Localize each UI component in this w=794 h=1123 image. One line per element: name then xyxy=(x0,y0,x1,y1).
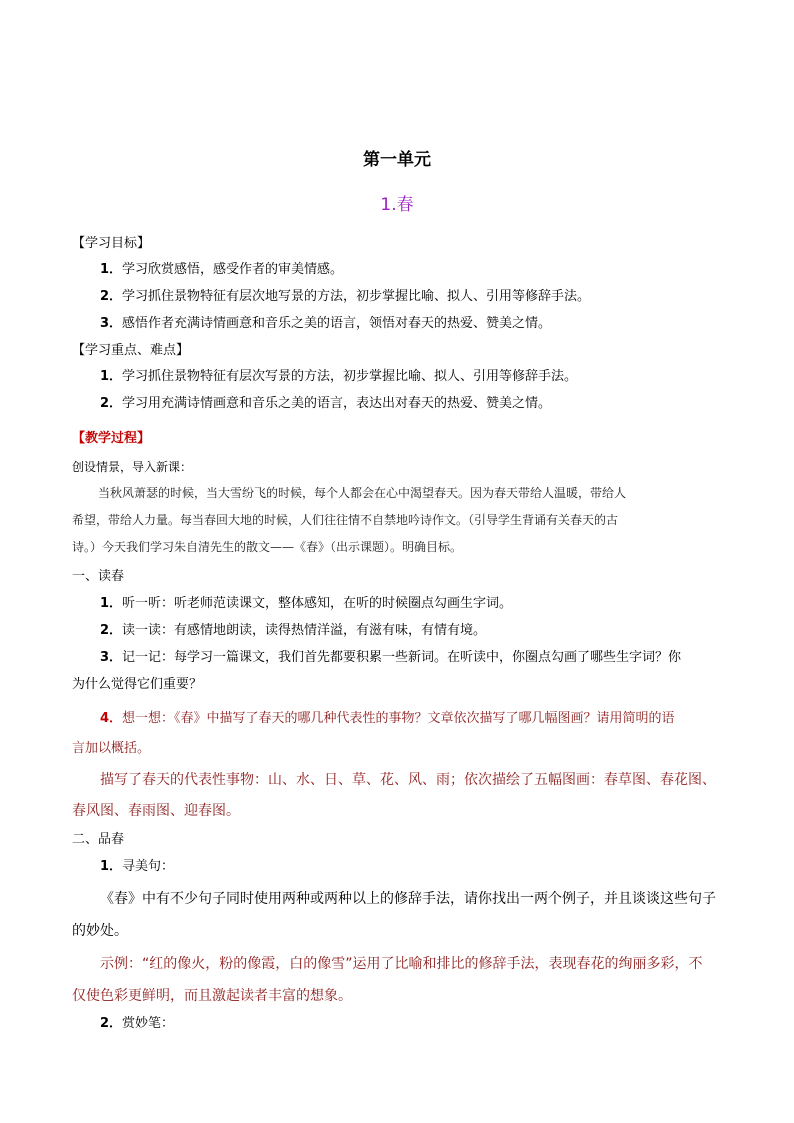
question-line-1: 《春》中有不少句子同时使用两种或两种以上的修辞手法，请你找出一两个例子，并且谈谈这些句子 xyxy=(100,891,716,907)
part1-item-4-cont: 言加以概括。 xyxy=(72,741,151,756)
part2-item-1 xyxy=(100,855,174,874)
question-line-2: 的妙处。 xyxy=(72,923,128,939)
example-line-1: 示例：“红的像火，粉的像霞，白的像雪”运用了比喻和排比的修辞手法，表现春花的绚丽多彩，不 xyxy=(100,956,703,972)
answer-line-1: 描写了春天的代表性事物：山、水、日、草、花、风、雨；依次描绘了五幅图画：春草图、春花图、 xyxy=(100,772,716,788)
item-text: 读一读：有感情地朗读，读得热情洋溢，有滋有味，有情有境。 xyxy=(122,623,487,638)
item-num: 2． xyxy=(100,623,123,638)
lesson-title: 1.春 xyxy=(380,195,414,215)
item-num: 2． xyxy=(100,1016,123,1031)
goal-text: 学习欣赏感悟，感受作者的审美情感。 xyxy=(122,262,344,277)
item-num: 1． xyxy=(100,859,123,874)
goal-text: 学习抓住景物特征有层次地写景的方法，初步掌握比喻、拟人、引用等修辞手法。 xyxy=(122,289,591,304)
part1-item-1 xyxy=(100,592,512,611)
keypoint-num: 1． xyxy=(100,369,123,384)
unit-title: 第一单元 xyxy=(363,150,431,170)
intro-line-1: 当秋风萧瑟的时候，当大雪纷飞的时候，每个人都会在心中渴望春天。因为春天带给人温暖，带给人 xyxy=(98,486,627,500)
keypoint-item-2 xyxy=(100,392,551,411)
part2-heading: 二、品春 xyxy=(72,832,125,847)
goal-item-1 xyxy=(100,258,343,277)
intro-title: 创设情景，导入新课： xyxy=(72,460,193,474)
keypoint-text: 学习抓住景物特征有层次写景的方法，初步掌握比喻、拟人、引用等修辞手法。 xyxy=(122,369,578,384)
item-text: 寻美句： xyxy=(122,859,175,874)
item-num: 3． xyxy=(100,650,123,665)
item-text: 记一记：每学习一篇课文，我们首先都要积累一些新词。在听读中，你圈点勾画了哪些生字词？你 xyxy=(122,650,682,665)
goal-item-3 xyxy=(100,312,551,331)
part1-heading: 一、读春 xyxy=(72,569,125,584)
goal-num: 3． xyxy=(100,316,123,331)
part1-item-2 xyxy=(100,619,486,638)
intro-line-3: 诗。）今天我们学习朱自清先生的散文——《春》（出示课题）。明确目标。 xyxy=(72,540,463,554)
example-line-2: 仅使色彩更鲜明，而且激起读者丰富的想象。 xyxy=(72,988,352,1004)
goal-text: 感悟作者充满诗情画意和音乐之美的语言，领悟对春天的热爱、赞美之情。 xyxy=(122,316,552,331)
goals-heading: 【学习目标】 xyxy=(72,236,151,251)
goal-item-2 xyxy=(100,285,590,304)
item-num: 1． xyxy=(100,596,123,611)
keypoint-item-1 xyxy=(100,365,577,384)
process-heading: 【教学过程】 xyxy=(72,431,151,446)
item-num: 4． xyxy=(100,711,123,726)
part1-item-3 xyxy=(100,646,681,665)
keypoints-heading: 【学习重点、难点】 xyxy=(72,343,190,358)
item-text: 听一听：听老师范读课文，整体感知，在听的时候圈点勾画生字词。 xyxy=(122,596,513,611)
goal-num: 2． xyxy=(100,289,123,304)
part1-item-3-cont: 为什么觉得它们重要？ xyxy=(72,677,203,692)
goal-num: 1． xyxy=(100,262,123,277)
item-text: 赏妙笔： xyxy=(122,1016,175,1031)
answer-line-2: 春风图、春雨图、迎春图。 xyxy=(72,803,240,819)
keypoint-num: 2． xyxy=(100,396,123,411)
part2-item-2 xyxy=(100,1012,174,1031)
keypoint-text: 学习用充满诗情画意和音乐之美的语言，表达出对春天的热爱、赞美之情。 xyxy=(122,396,552,411)
intro-line-2: 希望，带给人力量。每当春回大地的时候，人们往往情不自禁地吟诗作文。（引导学生背诵有关春天的古 xyxy=(72,513,619,527)
item-text: 想一想：《春》中描写了春天的哪几种代表性的事物？文章依次描写了哪几幅图画？请用简明的语 xyxy=(122,711,675,726)
part1-item-4 xyxy=(100,707,675,726)
